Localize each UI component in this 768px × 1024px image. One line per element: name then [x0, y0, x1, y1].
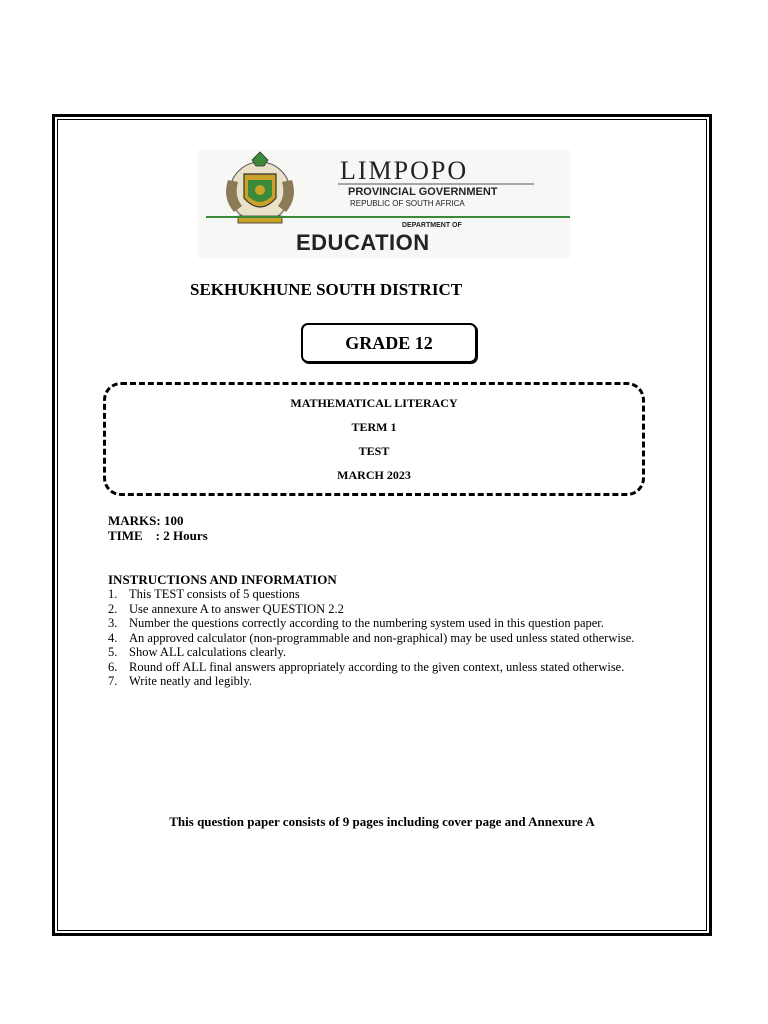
- page-count-note: This question paper consists of 9 pages including cover page and Annexure A: [169, 814, 595, 829]
- date-label: MARCH 2023: [337, 468, 411, 482]
- list-item: 7. Write neatly and legibly.: [108, 674, 252, 688]
- list-item: 2. Use annexure A to answer QUESTION 2.2: [108, 601, 344, 616]
- instructions-heading: INSTRUCTIONS AND INFORMATION: [108, 572, 337, 587]
- list-item: 4. An approved calculator (non-programmable and non-graphical) may be used unless stated otherwise.: [108, 630, 635, 645]
- logo-department-of: DEPARTMENT OF: [402, 222, 462, 229]
- instructions-list: [108, 587, 668, 689]
- logo-government: PROVINCIAL GOVERNMENT: [348, 186, 498, 198]
- time-line: TIME : 2 Hours: [108, 528, 208, 543]
- grade-label: GRADE 12: [345, 332, 433, 353]
- district-title: SEKHUKHUNE SOUTH DISTRICT: [190, 280, 463, 299]
- list-item: 1. This TEST consists of 5 questions: [108, 587, 300, 601]
- list-item: 5. Show ALL calculations clearly.: [108, 645, 287, 659]
- test-type-label: TEST: [358, 444, 390, 458]
- list-item: 6. Round off ALL final answers appropriately according to the given context, unless stated otherwise.: [108, 659, 625, 674]
- department-logo: [198, 150, 570, 258]
- logo-province: LIMPOPO: [340, 156, 469, 185]
- logo-department: EDUCATION: [296, 230, 430, 255]
- subject-box: [103, 382, 645, 496]
- marks-line: MARKS: 100: [108, 513, 184, 528]
- logo-republic: REPUBLIC OF SOUTH AFRICA: [350, 199, 465, 208]
- grade-box: [301, 323, 477, 363]
- list-item: 3. Number the questions correctly according to the numbering system used in this question paper.: [108, 616, 604, 630]
- subject-title: MATHEMATICAL LITERACY: [290, 396, 458, 410]
- term-label: TERM 1: [351, 420, 397, 434]
- marks-time-block: [108, 513, 208, 543]
